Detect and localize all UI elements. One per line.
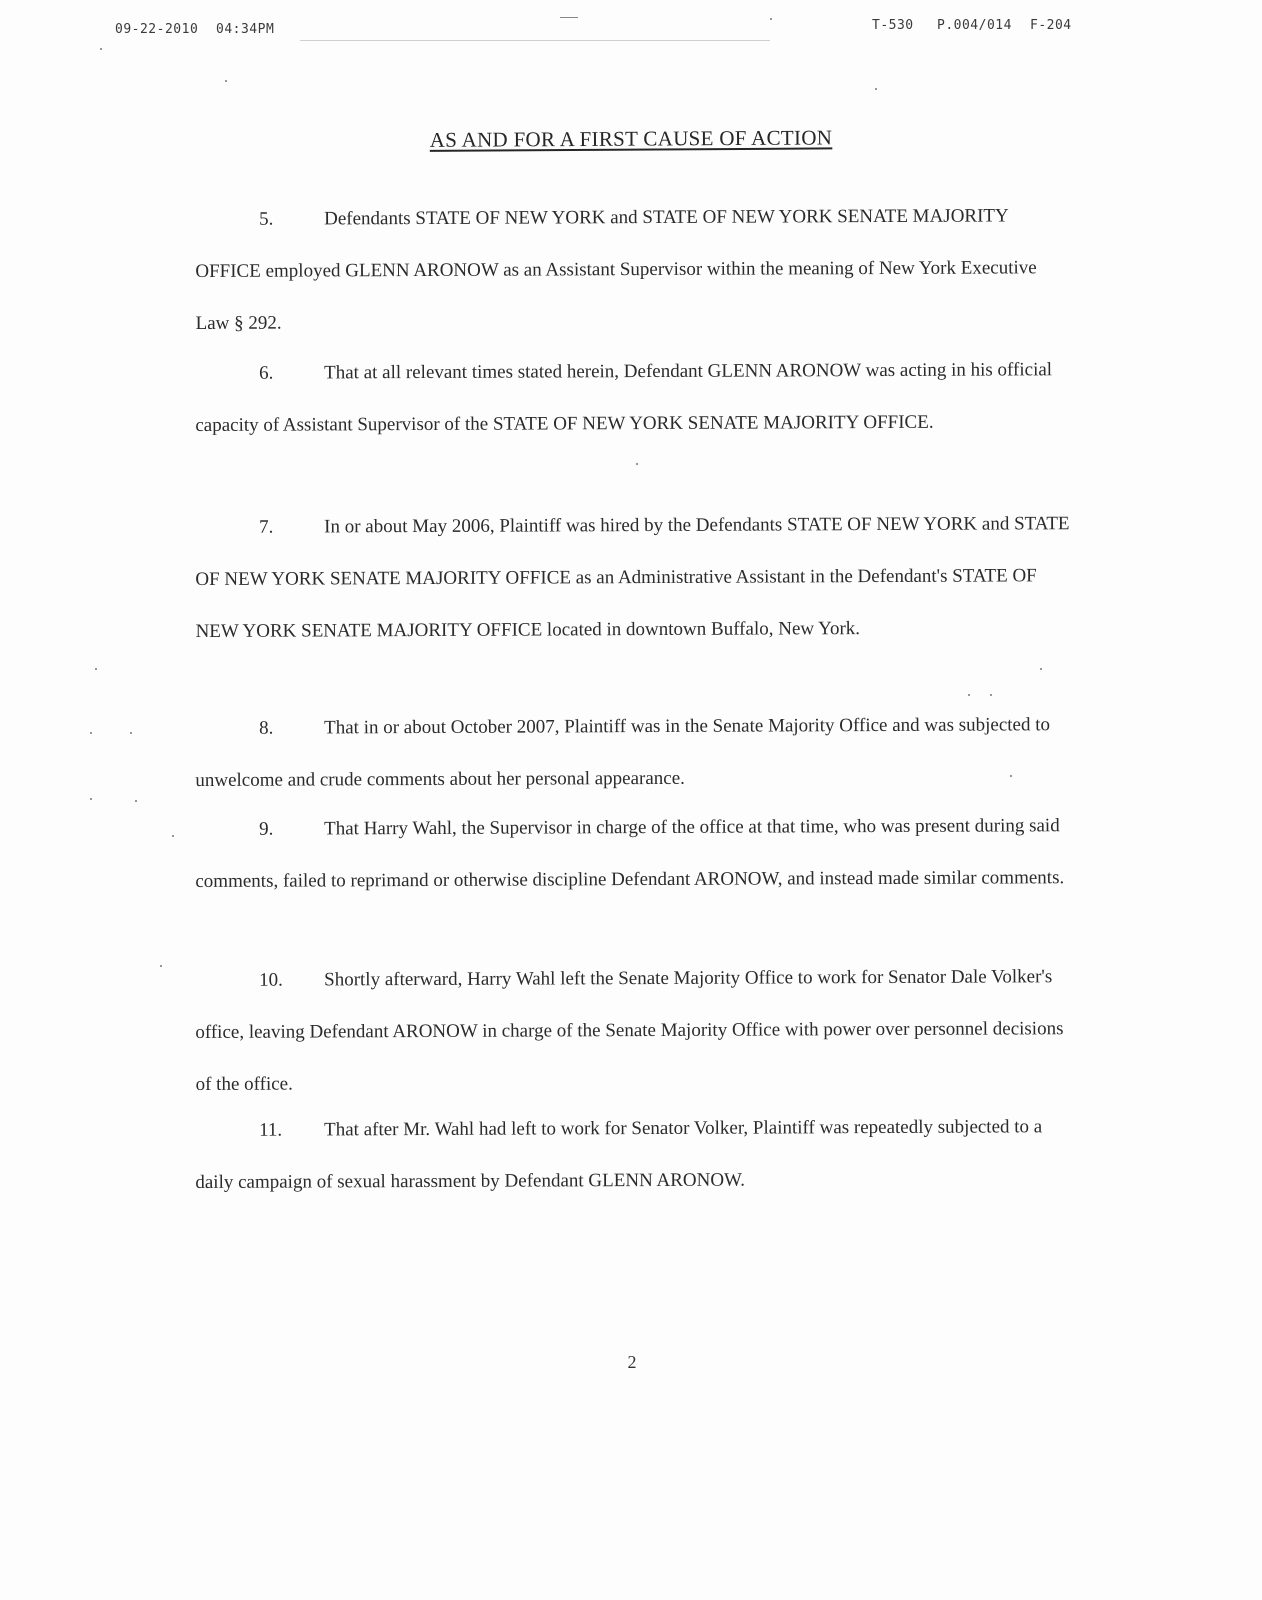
scan-speck [968, 694, 970, 696]
paragraph-7 [195, 498, 1071, 658]
scan-speck [100, 48, 102, 50]
fax-header [0, 18, 1262, 42]
paragraph-text: In or about May 2006, Plaintiff was hired by the Defendants STATE OF NEW YORK and STATE OF NEW YORK SENATE MAJORITY OFFICE as an Administrative Assistant in the Defendant's STATE OF NEW YORK SENATE MAJORITY OFFICE located in downtown Buffalo, New York. [195, 513, 1070, 642]
section-heading: AS AND FOR A FIRST CAUSE OF ACTION [429, 125, 833, 152]
paragraph-number: 11. [259, 1119, 283, 1141]
paragraph-text: That after Mr. Wahl had left to work for Senator Volker, Plaintiff was repeatedly subjected to a daily campaign of sexual harassment by Defendant GLENN ARONOW. [195, 1116, 1043, 1193]
paragraph-number: 7. [259, 516, 274, 538]
paragraph-11 [195, 1101, 1070, 1209]
paragraph-text: That Harry Wahl, the Supervisor in charge of the office at that time, who was present during said comments, failed to reprimand or otherwise discipline Defendant ARONOW, and instead made similar comments. [195, 815, 1065, 892]
scan-speck [990, 694, 992, 696]
paragraph-text: That in or about October 2007, Plaintiff was in the Senate Majority Office and was subjected to unwelcome and crude comments about her personal appearance. [195, 714, 1051, 791]
paragraph-8 [195, 699, 1070, 807]
paragraph-6 [195, 344, 1070, 452]
scan-speck [770, 18, 772, 20]
fax-page-count: P.004/014 [937, 18, 1012, 33]
paragraph-number: 5. [259, 208, 274, 230]
paragraph-5 [195, 190, 1071, 350]
paragraph-number: 10. [259, 969, 283, 991]
scan-speck [875, 88, 877, 90]
scan-speck [160, 965, 162, 967]
scan-artifact [300, 40, 770, 41]
scan-speck [172, 835, 174, 837]
paragraph-number: 9. [259, 818, 274, 840]
fax-form-id: F-204 [1030, 18, 1072, 33]
paragraph-number: 6. [259, 362, 274, 384]
scan-speck [135, 800, 137, 802]
scan-artifact [560, 17, 578, 18]
paragraph-number: 8. [259, 717, 274, 739]
scan-speck [636, 463, 638, 465]
paragraph-text: Shortly afterward, Harry Wahl left the Senate Majority Office to work for Senator Dale Volker's office, leaving Defendant ARONOW in charge of the Senate Majority Office with power over personnel decisions of the office. [195, 966, 1064, 1095]
scan-speck [1040, 668, 1042, 670]
scan-speck [95, 668, 97, 670]
fax-date: 09-22-2010 [115, 22, 199, 37]
paragraph-10 [195, 951, 1071, 1111]
page-number: 2 [627, 1352, 637, 1372]
fax-transmission-id: T-530 [872, 18, 914, 33]
paragraph-text: That at all relevant times stated herein, Defendant GLENN ARONOW was acting in his official capacity of Assistant Supervisor of the STATE OF NEW YORK SENATE MAJORITY OFFICE. [195, 359, 1053, 436]
scan-speck [130, 732, 132, 734]
fax-time: 04:34PM [216, 22, 275, 37]
scan-speck [225, 80, 227, 82]
scan-speck [90, 798, 92, 800]
paragraph-text: Defendants STATE OF NEW YORK and STATE OF NEW YORK SENATE MAJORITY OFFICE employed GLENN ARONOW as an Assistant Supervisor within the meaning of New York Executive Law § 292. [195, 205, 1037, 334]
paragraph-9 [195, 800, 1070, 908]
scan-speck [90, 732, 92, 734]
